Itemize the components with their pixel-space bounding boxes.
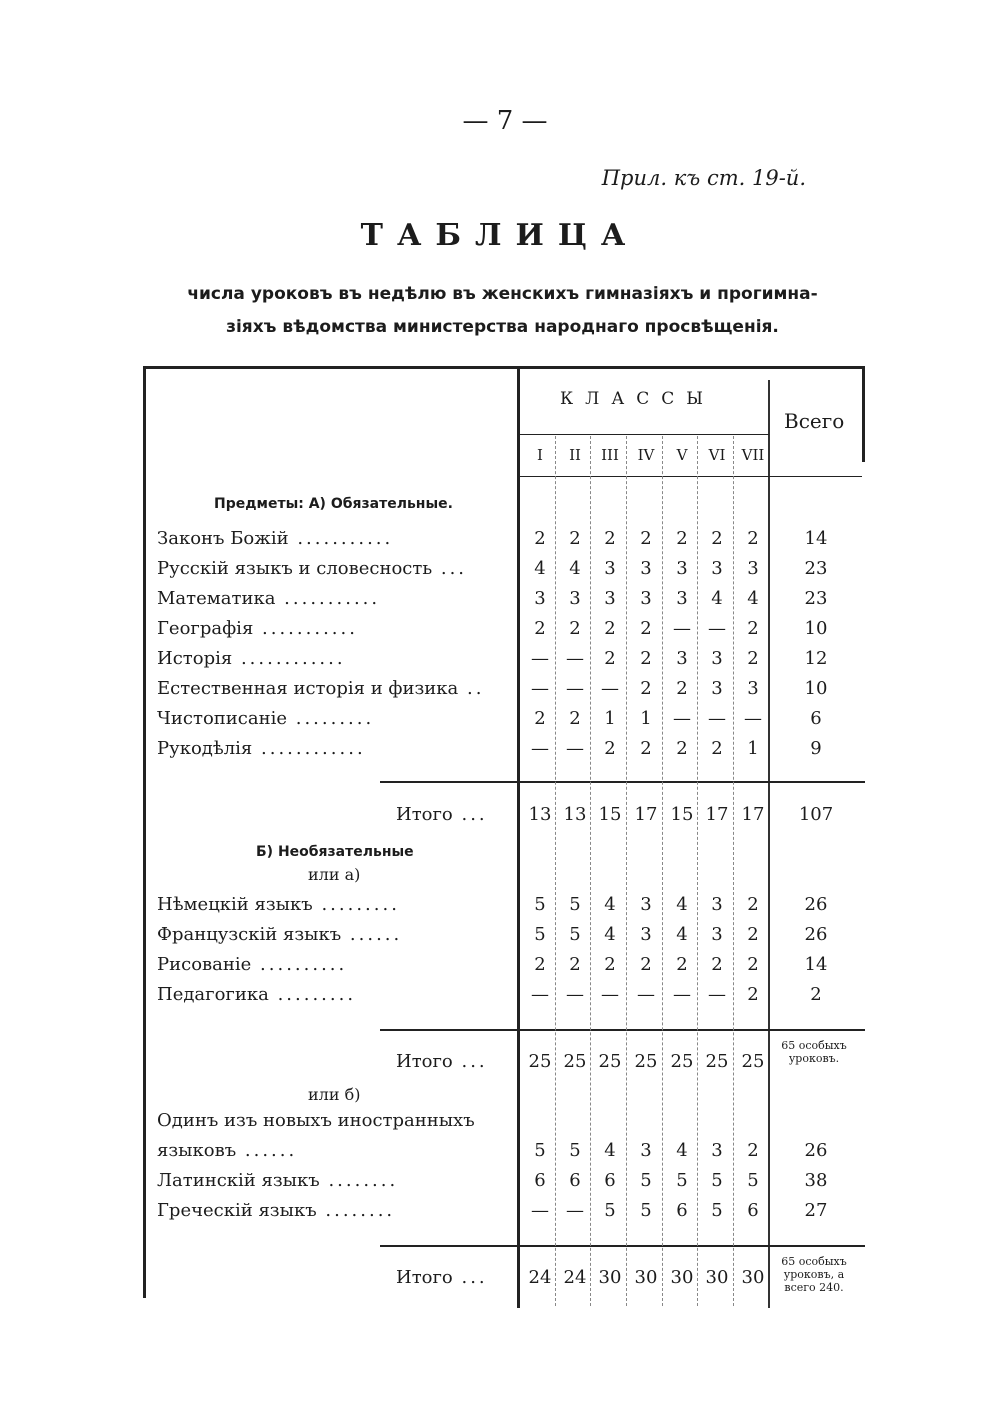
class-value-cell: 3 xyxy=(640,894,652,915)
subject-name: Греческій языкъ xyxy=(157,1200,317,1221)
class-value-cell: 4 xyxy=(604,1140,616,1161)
class-value-cell: 6 xyxy=(747,1200,759,1221)
total-value-cell: 10 xyxy=(804,678,828,699)
subject-label xyxy=(157,708,374,730)
total-value-cell: 27 xyxy=(804,1200,828,1221)
subject-name: Исторія xyxy=(157,648,233,669)
total-label: Всего xyxy=(784,409,845,433)
itogo-text: Итого xyxy=(396,804,453,825)
itogo-text: Итого xyxy=(396,1267,453,1288)
class-value-cell: 4 xyxy=(676,894,688,915)
subject-label xyxy=(157,678,484,700)
class-value-cell: 4 xyxy=(711,588,723,609)
total-value-cell: 6 xyxy=(810,708,822,729)
section-b-option-b: или б) xyxy=(308,1085,361,1104)
class-value-cell: 4 xyxy=(569,558,581,579)
leader-dots: ......... xyxy=(287,708,375,729)
itogo-text: Итого xyxy=(396,1051,453,1072)
subject-label xyxy=(157,924,402,946)
class-value-cell: 2 xyxy=(711,738,723,759)
subject-label xyxy=(157,558,467,580)
subtitle-line-1: числа уроковъ въ недѣлю въ женскихъ гимназіяхъ и прогимна- xyxy=(187,284,818,304)
class-value-cell: 2 xyxy=(747,528,759,549)
class-value-cell: 2 xyxy=(747,924,759,945)
subject-label xyxy=(157,588,380,610)
class-value-cell: 2 xyxy=(747,1140,759,1161)
total-value-cell: 9 xyxy=(810,738,822,759)
class-value-cell: — xyxy=(601,984,619,1005)
leader-dots: ... xyxy=(452,1267,488,1288)
itogo-value-cell: 25 xyxy=(705,1051,729,1072)
subject-label xyxy=(157,1200,395,1222)
section-a-itogo-rule xyxy=(380,781,865,783)
class-value-cell: 2 xyxy=(747,618,759,639)
class-header-VII: VII xyxy=(741,446,765,464)
class-value-cell: — xyxy=(566,648,584,669)
class-value-cell: 4 xyxy=(534,558,546,579)
total-value-cell: 26 xyxy=(804,894,828,915)
class-value-cell: 2 xyxy=(676,954,688,975)
class-value-cell: 3 xyxy=(604,558,616,579)
class-value-cell: 2 xyxy=(604,954,616,975)
subject-label xyxy=(157,618,358,640)
itogo-label xyxy=(396,1051,488,1073)
class-value-cell: 3 xyxy=(640,558,652,579)
class-value-cell: 5 xyxy=(569,924,581,945)
total-value-cell: 12 xyxy=(804,648,828,669)
class-value-cell: 3 xyxy=(640,1140,652,1161)
subject-name: Естественная исторія и физика xyxy=(157,678,459,699)
subject-name: Законъ Божій xyxy=(157,528,289,549)
class-value-cell: — xyxy=(531,678,549,699)
class-value-cell: — xyxy=(601,678,619,699)
class-value-cell: 3 xyxy=(711,558,723,579)
itogo-value-cell: 24 xyxy=(563,1267,587,1288)
total-value-cell: 10 xyxy=(804,618,828,639)
class-value-cell: 2 xyxy=(676,528,688,549)
class-header-I: I xyxy=(537,446,543,464)
leader-dots: ......... xyxy=(268,984,357,1005)
itogo-value-cell: 30 xyxy=(670,1267,694,1288)
leader-dots: ... xyxy=(452,1051,488,1072)
class-value-cell: 5 xyxy=(569,1140,581,1161)
class-value-cell: 3 xyxy=(676,558,688,579)
class-value-cell: — xyxy=(673,984,691,1005)
subject-label xyxy=(157,894,400,916)
class-value-cell: 5 xyxy=(534,1140,546,1161)
class-value-cell: 5 xyxy=(640,1200,652,1221)
class-value-cell: 5 xyxy=(711,1170,723,1191)
class-value-cell: 5 xyxy=(604,1200,616,1221)
class-value-cell: 1 xyxy=(640,708,652,729)
class-value-cell: 3 xyxy=(711,678,723,699)
subject-name: Русскій языкъ и словесность xyxy=(157,558,433,579)
itogo-value-cell: 24 xyxy=(528,1267,552,1288)
table-right-border xyxy=(862,368,865,462)
leader-dots: ......... xyxy=(312,894,400,915)
total-value-cell: 26 xyxy=(804,924,828,945)
itogo-value-cell: 17 xyxy=(741,804,765,825)
class-value-cell: — xyxy=(531,738,549,759)
class-value-cell: 2 xyxy=(640,648,652,669)
subject-label xyxy=(157,984,356,1006)
subject-label xyxy=(157,954,347,976)
subject-name: Нѣмецкій языкъ xyxy=(157,894,313,915)
class-value-cell: 3 xyxy=(747,558,759,579)
itogo-value-cell: 30 xyxy=(705,1267,729,1288)
class-value-cell: 3 xyxy=(711,924,723,945)
total-column-border xyxy=(768,380,770,1308)
class-value-cell: 2 xyxy=(747,984,759,1005)
class-value-cell: — xyxy=(708,708,726,729)
class-value-cell: 3 xyxy=(604,588,616,609)
itogo-value-cell: 30 xyxy=(598,1267,622,1288)
class-value-cell: 5 xyxy=(676,1170,688,1191)
class-value-cell: 3 xyxy=(640,924,652,945)
subject-name: Рукодѣлія xyxy=(157,738,253,759)
class-value-cell: 5 xyxy=(534,924,546,945)
class-value-cell: 2 xyxy=(640,678,652,699)
itogo-value-cell: 25 xyxy=(634,1051,658,1072)
class-value-cell: 2 xyxy=(747,894,759,915)
class-value-cell: 2 xyxy=(604,528,616,549)
leader-dots: ... xyxy=(432,558,468,579)
class-header-VI: VI xyxy=(708,446,726,464)
itogo-total-note: 65 особыхъ уроковъ, а всего 240. xyxy=(781,1255,847,1294)
leader-dots: ...... xyxy=(341,924,403,945)
subject-name: Чистописаніе xyxy=(157,708,287,729)
class-value-cell: 2 xyxy=(534,618,546,639)
class-value-cell: 2 xyxy=(604,648,616,669)
class-header-II: II xyxy=(569,446,581,464)
table-left-border xyxy=(143,368,146,1298)
subject-name-continued: языковъ xyxy=(157,1140,237,1161)
itogo-value-cell: 17 xyxy=(634,804,658,825)
itogo-value-cell: 25 xyxy=(528,1051,552,1072)
class-value-cell: 6 xyxy=(569,1170,581,1191)
class-value-cell: 2 xyxy=(569,528,581,549)
subject-label xyxy=(157,528,393,550)
subjects-column-border xyxy=(517,368,520,1308)
class-value-cell: 2 xyxy=(534,954,546,975)
leader-dots: .. xyxy=(458,678,485,699)
classes-label: КЛАССЫ xyxy=(560,389,715,409)
leader-dots: .......... xyxy=(251,954,348,975)
class-value-cell: 2 xyxy=(711,954,723,975)
class-value-cell: 2 xyxy=(604,738,616,759)
class-value-cell: — xyxy=(531,648,549,669)
itogo-total-cell: 107 xyxy=(798,804,834,825)
itogo-value-cell: 30 xyxy=(741,1267,765,1288)
class-value-cell: 2 xyxy=(747,954,759,975)
section-b-itogo-rule xyxy=(380,1029,865,1031)
total-value-cell: 26 xyxy=(804,1140,828,1161)
class-header-III: III xyxy=(601,446,619,464)
class-value-cell: 2 xyxy=(711,528,723,549)
leader-dots: ........... xyxy=(275,588,381,609)
itogo-value-cell: 17 xyxy=(705,804,729,825)
class-value-cell: 3 xyxy=(640,588,652,609)
class-value-cell: 6 xyxy=(534,1170,546,1191)
class-value-cell: 2 xyxy=(676,678,688,699)
total-value-cell: 2 xyxy=(810,984,822,1005)
class-value-cell: — xyxy=(673,708,691,729)
itogo-value-cell: 13 xyxy=(563,804,587,825)
total-value-cell: 23 xyxy=(804,558,828,579)
total-value-cell: 23 xyxy=(804,588,828,609)
class-value-cell: 3 xyxy=(711,648,723,669)
class-header-IV: IV xyxy=(637,446,655,464)
class-value-cell: — xyxy=(708,618,726,639)
class-value-cell: 4 xyxy=(604,924,616,945)
itogo-value-cell: 25 xyxy=(670,1051,694,1072)
class-value-cell: 5 xyxy=(711,1200,723,1221)
leader-dots: ........... xyxy=(253,618,358,639)
class-value-cell: 2 xyxy=(534,708,546,729)
class-value-cell: — xyxy=(637,984,655,1005)
class-value-cell: — xyxy=(566,1200,584,1221)
subtitle-line-2: зіяхъ вѣдомства министерства народнаго просвѣщенія. xyxy=(226,317,779,337)
subject-label xyxy=(157,1170,398,1192)
class-value-cell: 2 xyxy=(604,618,616,639)
class-value-cell: 3 xyxy=(676,588,688,609)
itogo-value-cell: 15 xyxy=(598,804,622,825)
itogo-value-cell: 25 xyxy=(598,1051,622,1072)
subject-name: Французскій языкъ xyxy=(157,924,342,945)
class-value-cell: 1 xyxy=(604,708,616,729)
section-b-option-a: или а) xyxy=(308,865,361,884)
subject-name: Математика xyxy=(157,588,276,609)
class-value-cell: 1 xyxy=(747,738,759,759)
subject-label xyxy=(157,738,366,760)
class-value-cell: — xyxy=(531,1200,549,1221)
page-title: ТАБЛИЦА xyxy=(360,218,640,253)
itogo-value-cell: 13 xyxy=(528,804,552,825)
class-value-cell: — xyxy=(708,984,726,1005)
class-value-cell: 2 xyxy=(534,528,546,549)
class-value-cell: 3 xyxy=(569,588,581,609)
itogo-value-cell: 15 xyxy=(670,804,694,825)
class-value-cell: 2 xyxy=(640,618,652,639)
subject-name: Географія xyxy=(157,618,254,639)
subject-name: Педагогика xyxy=(157,984,269,1005)
section-b-title: Б) Необязательные xyxy=(256,844,414,860)
class-header-V: V xyxy=(676,446,688,464)
total-value-cell: 38 xyxy=(804,1170,828,1191)
class-value-cell: 5 xyxy=(640,1170,652,1191)
leader-dots: ............ xyxy=(252,738,366,759)
class-value-cell: 2 xyxy=(569,954,581,975)
class-value-cell: 2 xyxy=(569,618,581,639)
class-value-cell: 2 xyxy=(640,528,652,549)
class-value-cell: — xyxy=(566,984,584,1005)
class-value-cell: 3 xyxy=(534,588,546,609)
itogo-value-cell: 25 xyxy=(741,1051,765,1072)
subject-name: Одинъ изъ новыхъ иностранныхъ xyxy=(157,1110,475,1131)
class-value-cell: 2 xyxy=(676,738,688,759)
class-value-cell: 5 xyxy=(534,894,546,915)
header-bottom-rule xyxy=(519,476,862,477)
section-b2-itogo-rule xyxy=(380,1245,865,1247)
class-value-cell: 2 xyxy=(747,648,759,669)
class-value-cell: — xyxy=(531,984,549,1005)
class-value-cell: 2 xyxy=(569,708,581,729)
subject-label xyxy=(157,648,346,670)
table-top-rule xyxy=(143,366,865,369)
itogo-value-cell: 25 xyxy=(563,1051,587,1072)
total-value-cell: 14 xyxy=(804,528,828,549)
appendix-reference: Прил. къ ст. 19-й. xyxy=(601,166,806,190)
class-value-cell: 3 xyxy=(747,678,759,699)
class-value-cell: 4 xyxy=(747,588,759,609)
class-value-cell: 4 xyxy=(676,924,688,945)
class-value-cell: 2 xyxy=(640,738,652,759)
leader-dots: ............ xyxy=(232,648,346,669)
itogo-value-cell: 30 xyxy=(634,1267,658,1288)
class-value-cell: 3 xyxy=(711,894,723,915)
class-value-cell: 2 xyxy=(640,954,652,975)
classes-header-rule xyxy=(519,434,769,435)
leader-dots: ...... xyxy=(236,1140,298,1161)
class-value-cell: — xyxy=(673,618,691,639)
class-value-cell: 4 xyxy=(604,894,616,915)
class-value-cell: 5 xyxy=(569,894,581,915)
leader-dots: ........... xyxy=(288,528,394,549)
itogo-label xyxy=(396,1267,488,1289)
leader-dots: ........ xyxy=(316,1200,396,1221)
subject-name: Латинскій языкъ xyxy=(157,1170,320,1191)
leader-dots: ... xyxy=(452,804,488,825)
class-value-cell: 3 xyxy=(676,648,688,669)
class-value-cell: — xyxy=(566,738,584,759)
subject-label xyxy=(157,1140,297,1162)
class-value-cell: 5 xyxy=(747,1170,759,1191)
itogo-total-note: 65 особыхъ уроковъ. xyxy=(781,1039,847,1065)
total-value-cell: 14 xyxy=(804,954,828,975)
class-value-cell: 6 xyxy=(604,1170,616,1191)
page-number: — 7 — xyxy=(462,106,548,136)
leader-dots: ........ xyxy=(319,1170,399,1191)
subject-name: Рисованіе xyxy=(157,954,252,975)
class-value-cell: 6 xyxy=(676,1200,688,1221)
class-value-cell: — xyxy=(566,678,584,699)
class-value-cell: 4 xyxy=(676,1140,688,1161)
class-value-cell: 3 xyxy=(711,1140,723,1161)
section-a-title: Предметы: А) Обязательные. xyxy=(214,496,453,512)
itogo-label xyxy=(396,804,488,826)
class-value-cell: — xyxy=(744,708,762,729)
